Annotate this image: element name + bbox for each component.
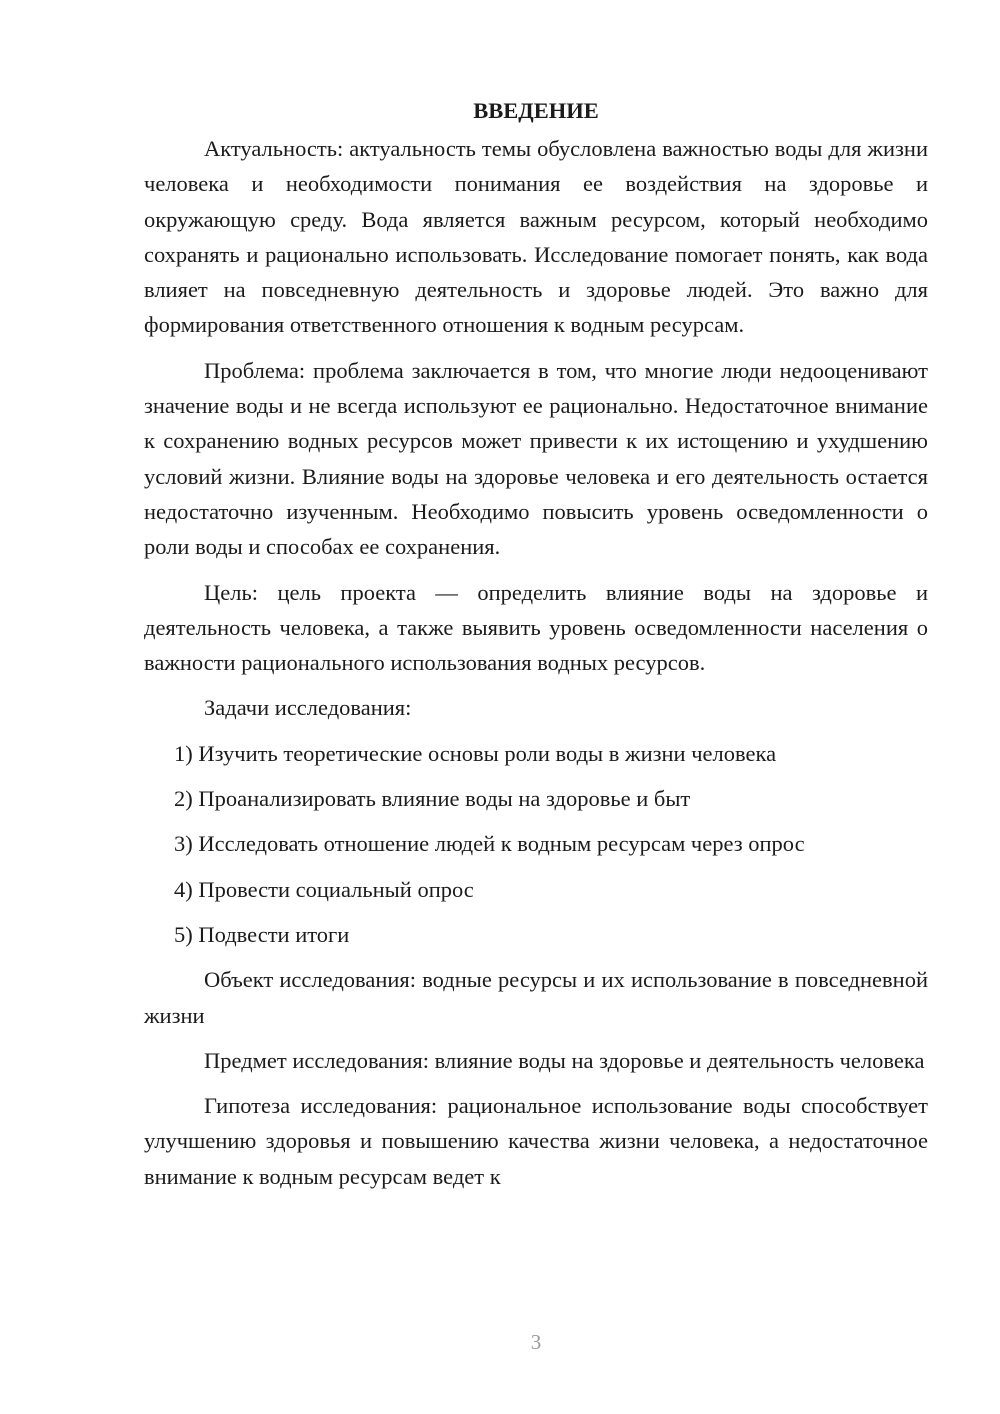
paragraph-goal: Цель: цель проекта — определить влияние воды на здоровье и деятельность человека, а также выявить уровень осведомленности населения о важности рационального использования водных ресурсов.: [144, 579, 928, 676]
paragraph-object: Объект исследования: водные ресурсы и их использование в повседневной жизни: [144, 967, 928, 1028]
paragraph-subject: Предмет исследования: влияние воды на здоровье и деятельность человека: [204, 1047, 925, 1073]
tasks-heading: Задачи исследования:: [204, 695, 412, 721]
paragraph-hypothesis: Гипотеза исследования: рациональное использование воды способствует улучшению здоровья и повышению качества жизни человека, а недостаточное внимание к водным ресурсам ведет к: [144, 1093, 928, 1189]
task-item: 3) Исследовать отношение людей к водным ресурсам через опрос: [174, 831, 805, 857]
section-title: ВВЕДЕНИЕ: [473, 98, 599, 123]
task-item: 2) Проанализировать влияние воды на здоровье и быт: [174, 786, 691, 812]
paragraph-relevance: Актуальность: актуальность темы обусловлена важностью воды для жизни человека и необходимости понимания ее воздействия на здоровье и окружающую среду. Вода является важным ресурсом, который необходимо сохранять и рационально использовать. Исследование помогает понять, как вода влияет на повседневную деятельность и здоровье людей. Это важно для формирования ответственного отношения к водным ресурсам.: [144, 136, 928, 338]
document-page: [144, 96, 928, 1204]
task-item: 5) Подвести итоги: [174, 921, 350, 947]
task-item: 1) Изучить теоретические основы роли воды в жизни человека: [174, 740, 777, 766]
page-number: 3: [530, 1330, 542, 1354]
tasks-list: [144, 736, 928, 952]
paragraph-problem: Проблема: проблема заключается в том, что многие люди недооценивают значение воды и не всегда используют ее рационально. Недостаточное внимание к сохранению водных ресурсов может привести к их истощению и ухудшению условий жизни. Влияние воды на здоровье человека и его деятельность остается недостаточно изученным. Необходимо повысить уровень осведомленности о роли воды и способах ее сохранения.: [144, 357, 928, 560]
task-item: 4) Провести социальный опрос: [174, 876, 474, 902]
